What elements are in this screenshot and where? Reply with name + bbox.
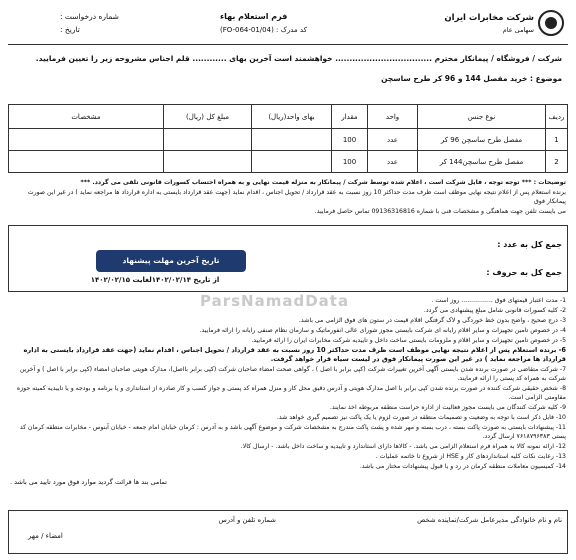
col-row-number: ردیف [546,105,568,129]
note-line: توضیحات : *** توجه توجه ، فایل شرکت است ، اعلام شده توسط شرکت / پیمانکار به منزله قیمت نهایی و به همراه احتساب کسورات قانونی تلقی می گردد. *** [80,179,566,186]
condition-item: 12- ارائه نمونه کالا به همراه فرم استعلام الزامی می باشد. - کالاها دارای استاندارد و تاییدیه و ساخت داخل باشد. - ارسال کالا. [240,443,566,450]
logo-mark-icon [545,17,557,29]
note-line: برنده استعلام پس از اعلام نتیجه نهایی موظف است ظرف مدت حداکثر 10 روز نسبت به عقد قرارداد / تحویل اجناس ، اقدام نماید (جهت عقد قرارداد بایستی به اداره قرارداد ها مراجعه نماید ) در غیر این صورت پیمانکار فوق [27,188,566,205]
condition-item: 3- درج صحیح ، واضح بدون خط خوردگی و لاک گرفتگی اقلام قیمت در ستون های فوق الزامی می باشد. [298,317,566,324]
confirmation-note: تمامی بند ها قرائت گردید موارد فوق مورد تایید می باشد . [10,478,167,486]
addressee-line: شرکت / فروشگاه / پیمانکار محترم .................................. خواهشمند است آخرین بهای ............ قلم اجناس مشروحه زیر را تعیین فرمایید. [35,54,562,63]
col-quantity: مقدار [332,105,368,129]
watermark: ParsNamadData [200,292,350,310]
row-number: 1 [546,129,568,151]
condition-item: 10- فایل ذکر است با توجه به وضعیت و تصمیمات منطقه در صورت لزوم یا یک پاکت نیز تصمیم گیری خواهد شد. [276,414,566,421]
condition-item: 8- شخص حقیقی شرکت کننده در صورت برنده شدن کپی برابر با اصل مدارک هویتی و آدرس دقیق محل کار و منزل همراه کد پستی و جواز کسب و کار صادره از استانداری و یا برنامه و بودجه و یا تاییدیه کمیته حوزه مقاومتی الزامی است. [16,385,566,401]
condition-item: 5- در خصوص تامین تجهیزات و سایر اقلام و ملزومات بایستی ساخت داخل و تاییدیه شرکت مخابرات ایران را ارائه فرمایید. [251,337,566,344]
condition-item: 7- شرکت متقاضی در صورت برنده شدن بایستی آگهی آخرین تغییرات شرکت (کپی برابر با اصل ) ، گواهی صحت امضاء صاحبان شرکت (کپی برابر بااصل)، مدارک هویتی صاحبان امضاء (کپی برابر با اصل ) و آخرین شرکت به همراه کد پستی را ارائه فرمایند. [19,366,566,382]
signer-name-label: نام و نام خانوادگی مدیرعامل شرکت/نماینده شخص [417,516,562,524]
item-total-price[interactable] [164,151,252,173]
form-title: فرم استعلام بهاء [220,12,288,21]
item-quantity: 100 [332,151,368,173]
col-item-type: نوع جنس [418,105,546,129]
condition-item: 6- برنده استعلام پس از اعلام نتیجه نهایی موظف است ظرف مدت حداکثر 10 روز نسبت به عقد قرارداد / تحویل اجناس ، اقدام نماید (جهت عقد قرارداد بایستی به اداره قرارداد ها مراجعه نماید ) در غیر این صورت پیمانکار فوق در لیست سیاه قرار خواهد گرفت. [23,346,566,363]
table-header-row [9,105,568,129]
sum-words-label: جمع کل به حروف : [486,268,562,277]
condition-item: 9- کلیه شرکت کنندگان می بایست مجوز فعالیت از اداره حراست منطقه مربوطه اخذ نمایند. [329,404,566,411]
table-row [9,129,568,151]
note-line: می بایست تلفن جهت هماهنگی و مشخصات فنی با شماره 09136316816 تماس حاصل فرمایید. [314,207,566,215]
item-specifications[interactable] [9,151,164,173]
item-unit-price[interactable] [252,129,332,151]
condition-item: 2- کلیه کسورات قانونی شامل مبلغ پیشنهادی می گردد. [423,307,566,314]
contact-address-label: شماره تلفن و آدرس [218,516,276,524]
row-number: 2 [546,151,568,173]
condition-item: 1- مدت اعتبار قیمتهای فوق ................ روز است . [431,297,566,304]
items-table [8,104,568,173]
company-type: سهامی عام [502,26,534,34]
item-specifications[interactable] [9,129,164,151]
col-unit: واحد [368,105,418,129]
item-unit: عدد [368,151,418,173]
item-type: مفصل طرح ساسچن 96 کر [418,129,546,151]
item-unit: عدد [368,129,418,151]
subject-line: موضوع : خرید مفصل 144 و 96 کر طرح ساسچن [381,74,562,83]
item-type: مفصل طرح ساسچن144 کر [418,151,546,173]
deadline-banner: تاریخ آخرین مهلت پیشنهاد [96,250,246,272]
company-name: شرکت مخابرات ایران [444,13,534,23]
item-unit-price[interactable] [252,151,332,173]
request-number-label: شماره درخواست : [60,12,119,21]
sum-numeric-label: جمع کل به عدد : [497,240,562,249]
deadline-dates: از تاریخ ۱۴۰۲/۰۲/۱۴لغایت ۱۴۰۲/۰۲/۱۵ [90,276,220,284]
item-total-price[interactable] [164,129,252,151]
condition-item: 13- رعایت نکات کلیه استانداردهای کار و HSE از شروع تا خاتمه عملیات . [375,453,566,460]
col-unit-price: بهای واحد(ریال) [252,105,332,129]
condition-item: 4- در خصوص تامین تجهیزات و سایر اقلام رایانه ای شرکت بایستی مجوز شورای عالی انفورماتیک و سازمان نظام صنفی رایانه را ارائه فرمایید. [199,327,566,334]
form-code: کد مدرک : (FO-064-01/04) [220,26,307,34]
condition-item: 14- کمیسیون معاملات منطقه کرمان در رد و یا قبول پیشنهادات مختار می باشد. [359,463,566,470]
condition-item: 11- پیشنهادات بایستی به صورت پاکت بسته ، درب بسته و مهر شده و پشت پاکت مندرج به مشخصات شرکت و موضوع آگهی باشد و به آدرس : کرمان خیابان امام جمعه - خیابان آبنوس - مخابرات منطقه کرمان کد پستی ۷۶۱۸۷۹۶۳۸۳ ارسال گردد. [19,424,566,440]
table-row [9,151,568,173]
header-divider [8,44,568,45]
company-logo [538,10,564,36]
col-specifications: مشخصات [9,105,164,129]
notes-block [10,178,566,216]
conditions-list [10,296,566,472]
col-total-price: مبلغ کل (ریال) [164,105,252,129]
request-date-label: تاریخ : [60,25,80,34]
signature-seal-label: امضاء / مهر [28,532,63,540]
item-quantity: 100 [332,129,368,151]
